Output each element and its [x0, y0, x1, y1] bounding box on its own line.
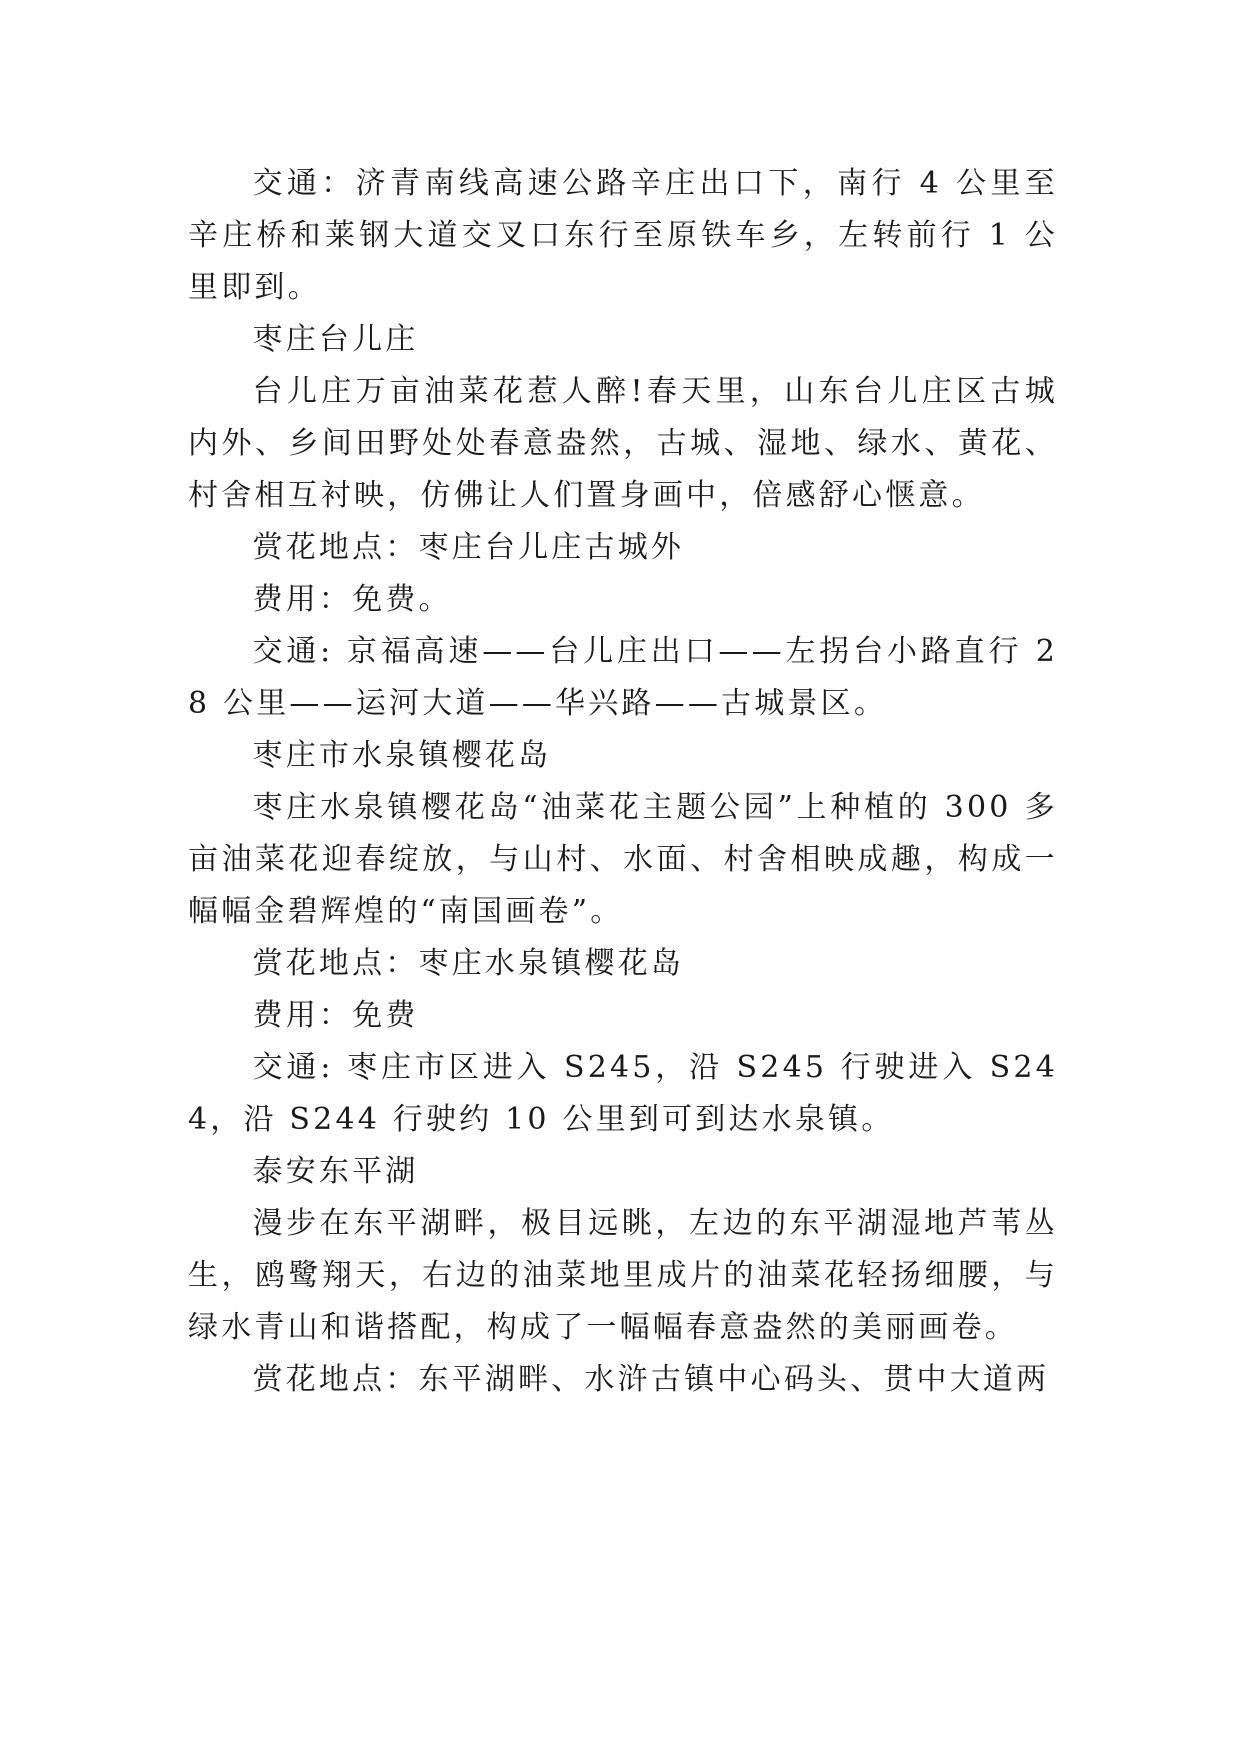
heading-taierzhuang: 枣庄台儿庄 — [252, 322, 419, 357]
paragraph-dongping-location: 赏花地点：东平湖畔、水浒古镇中心码头、贯中大道两 — [252, 1362, 1050, 1397]
heading-shuiquan-cherry-island: 枣庄市水泉镇樱花岛 — [252, 738, 552, 773]
paragraph-taierzhuang-description: 台儿庄万亩油菜花惹人醉!春天里，山东台儿庄区古城内外、乡间田野处处春意盎然，古城、湿地、绿水、黄花、村舍相互衬映，仿佛让人们置身画中，倍感舒心惬意。 — [188, 374, 1058, 513]
paragraph-shuiquan-description: 枣庄水泉镇樱花岛“油菜花主题公园”上种植的 300 多亩油菜花迎春绽放，与山村、水面、村舍相映成趣，构成一幅幅金碧辉煌的“南国画卷”。 — [188, 790, 1058, 929]
paragraph-taierzhuang-cost: 费用：免费。 — [252, 582, 452, 617]
paragraph-dongping-description: 漫步在东平湖畔，极目远眺，左边的东平湖湿地芦苇丛生，鸥鹭翔天，右边的油菜地里成片的油菜花轻扬细腰，与绿水青山和谐搭配，构成了一幅幅春意盎然的美丽画卷。 — [188, 1206, 1058, 1345]
document-body — [188, 158, 1058, 1406]
paragraph-shuiquan-transport: 交通: 枣庄市区进入 S245，沿 S245 行驶进入 S244，沿 S244 行驶约 10 公里到可到达水泉镇。 — [188, 1050, 1058, 1137]
paragraph-shuiquan-location: 赏花地点：枣庄水泉镇樱花岛 — [252, 946, 685, 981]
paragraph-transport-xinzhuang: 交通：济青南线高速公路辛庄出口下，南行 4 公里至辛庄桥和莱钢大道交叉口东行至原铁车乡，左转前行 1 公里即到。 — [188, 166, 1058, 305]
heading-dongping-lake: 泰安东平湖 — [252, 1154, 419, 1189]
paragraph-taierzhuang-transport: 交通: 京福高速——台儿庄出口——左拐台小路直行 28 公里——运河大道——华兴路——古城景区。 — [188, 634, 1058, 721]
paragraph-shuiquan-cost: 费用：免费 — [252, 998, 419, 1033]
paragraph-taierzhuang-location: 赏花地点：枣庄台儿庄古城外 — [252, 530, 685, 565]
